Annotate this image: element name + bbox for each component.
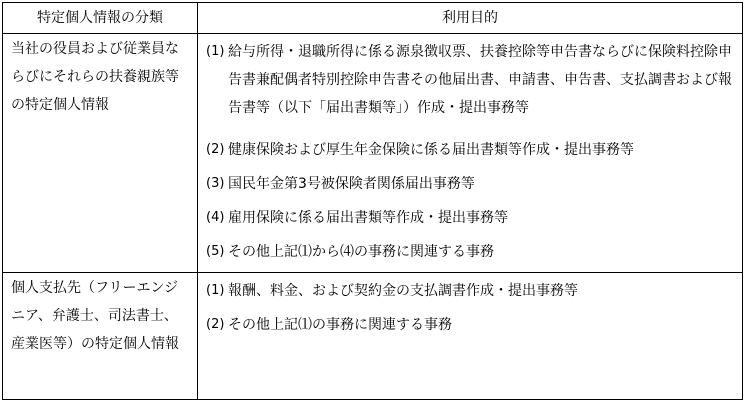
item-number: (5) — [206, 244, 225, 259]
list-item — [206, 277, 734, 311]
purpose-header-label: 利用目的 — [442, 10, 498, 26]
item-number: (4) — [206, 210, 225, 225]
purpose-list — [198, 273, 742, 345]
list-item — [206, 311, 734, 345]
table-row — [3, 273, 743, 400]
item-text: 国民年金第3号被保険者関係届出事務等 — [228, 176, 475, 192]
item-text: その他上記⑴の事務に関連する事務 — [228, 317, 452, 333]
category-header-label: 特定個人情報の分類 — [37, 10, 163, 26]
purpose-cell — [198, 273, 743, 400]
table-header-row — [3, 3, 743, 34]
item-number: (2) — [206, 142, 225, 157]
category-header — [3, 3, 198, 34]
item-number: (1) — [206, 283, 225, 298]
item-number: (2) — [206, 317, 225, 332]
item-text: その他上記⑴から⑷の事務に関連する事務 — [228, 244, 494, 260]
list-item — [206, 136, 734, 170]
list-item — [206, 238, 734, 272]
item-number: (3) — [206, 176, 225, 191]
category-cell — [3, 34, 198, 273]
item-text: 報酬、料金、および契約金の支払調書作成・提出事務等 — [228, 283, 578, 299]
category-cell — [3, 273, 198, 400]
category-text: 当社の役員および従業員ならびにそれらの扶養親族等の特定個人情報 — [11, 41, 179, 113]
category-text: 個人支払先（フリーエンジニア、弁護士、司法書士、産業医等）の特定個人情報 — [11, 280, 179, 352]
table-row — [3, 34, 743, 273]
list-item — [206, 204, 734, 238]
purpose-header — [198, 3, 743, 34]
list-item — [206, 38, 734, 136]
item-text: 雇用保険に係る届出書類等作成・提出事務等 — [228, 210, 508, 226]
item-number: (1) — [206, 44, 225, 59]
purpose-cell — [198, 34, 743, 273]
purpose-table — [2, 2, 743, 400]
item-text: 健康保険および厚生年金保険に係る届出書類等作成・提出事務等 — [228, 142, 634, 158]
purpose-list — [198, 34, 742, 272]
item-text: 給与所得・退職所得に係る源泉徴収票、扶養控除等申告書ならびに保険料控除申告書兼配偶者特別控除申告書その他届出書、申請書、申告書、支払調書および報告書等（以下「届出書類等」）作成・提出事務等 — [228, 44, 732, 116]
list-item — [206, 170, 734, 204]
